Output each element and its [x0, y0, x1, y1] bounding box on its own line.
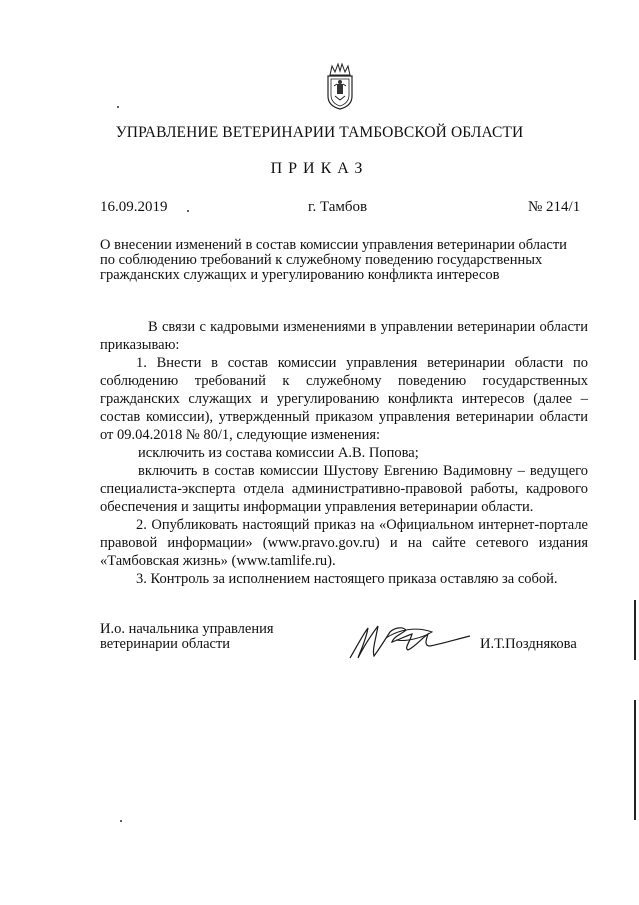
- signer-position-line: И.о. начальника управления: [100, 621, 274, 637]
- item-3-paragraph: 3. Контроль за исполнением настоящего приказа оставляю за собой.: [136, 571, 558, 587]
- include-paragraph: включить в состав комиссии Шустову Евгению Вадимовну – ведущего специалиста-эксперта отдела административно-правовой работы, кадрового обеспечения и защиты информации управления ветеринарии области.: [100, 463, 588, 515]
- subject-line: гражданских служащих и урегулированию конфликта интересов: [100, 267, 500, 283]
- signer-position: [100, 622, 320, 652]
- item-2-paragraph: 2. Опубликовать настоящий приказ на «Официальном интернет-портале правовой информации» (www.pravo.gov.ru) и на сайте сетевого издания «Тамбовская жизнь» (www.tamlife.ru).: [100, 517, 588, 569]
- order-subject: [100, 238, 588, 283]
- document-city: г. Тамбов: [308, 199, 368, 215]
- scan-speck: [120, 820, 122, 822]
- subject-line: по соблюдению требований к служебному поведению государственных: [100, 252, 543, 268]
- signer-name: И.Т.Позднякова: [480, 636, 577, 652]
- document-date: 16.09.2019: [100, 199, 168, 215]
- exclude-paragraph: исключить из состава комиссии А.В. Попова;: [138, 445, 419, 461]
- coat-of-arms-icon: [320, 62, 360, 110]
- document-number: № 214/1: [528, 199, 581, 215]
- signer-position-line: ветеринарии области: [100, 636, 231, 652]
- scan-speck: [117, 106, 119, 108]
- scan-speck: [187, 210, 189, 212]
- scan-edge-mark: [634, 600, 636, 660]
- subject-line: О внесении изменений в состав комиссии управления ветеринарии области: [100, 237, 567, 253]
- signature-icon: [346, 618, 474, 662]
- order-body: [100, 318, 588, 588]
- document-type-title: ПРИКАЗ: [270, 160, 369, 177]
- organization-name: УПРАВЛЕНИЕ ВЕТЕРИНАРИИ ТАМБОВСКОЙ ОБЛАСТИ: [115, 124, 524, 141]
- item-1-paragraph: 1. Внести в состав комиссии управления ветеринарии области по соблюдению требований к служебному поведению государственных гражданских служащих и урегулированию конфликта интересов (далее – состав комиссии), утвержденный приказом управления ветеринарии области от 09.04.2018 № 80/1, следующие изменения:: [100, 355, 588, 443]
- scan-edge-mark: [634, 700, 636, 820]
- intro-paragraph: В связи с кадровыми изменениями в управлении ветеринарии области приказываю:: [100, 319, 588, 353]
